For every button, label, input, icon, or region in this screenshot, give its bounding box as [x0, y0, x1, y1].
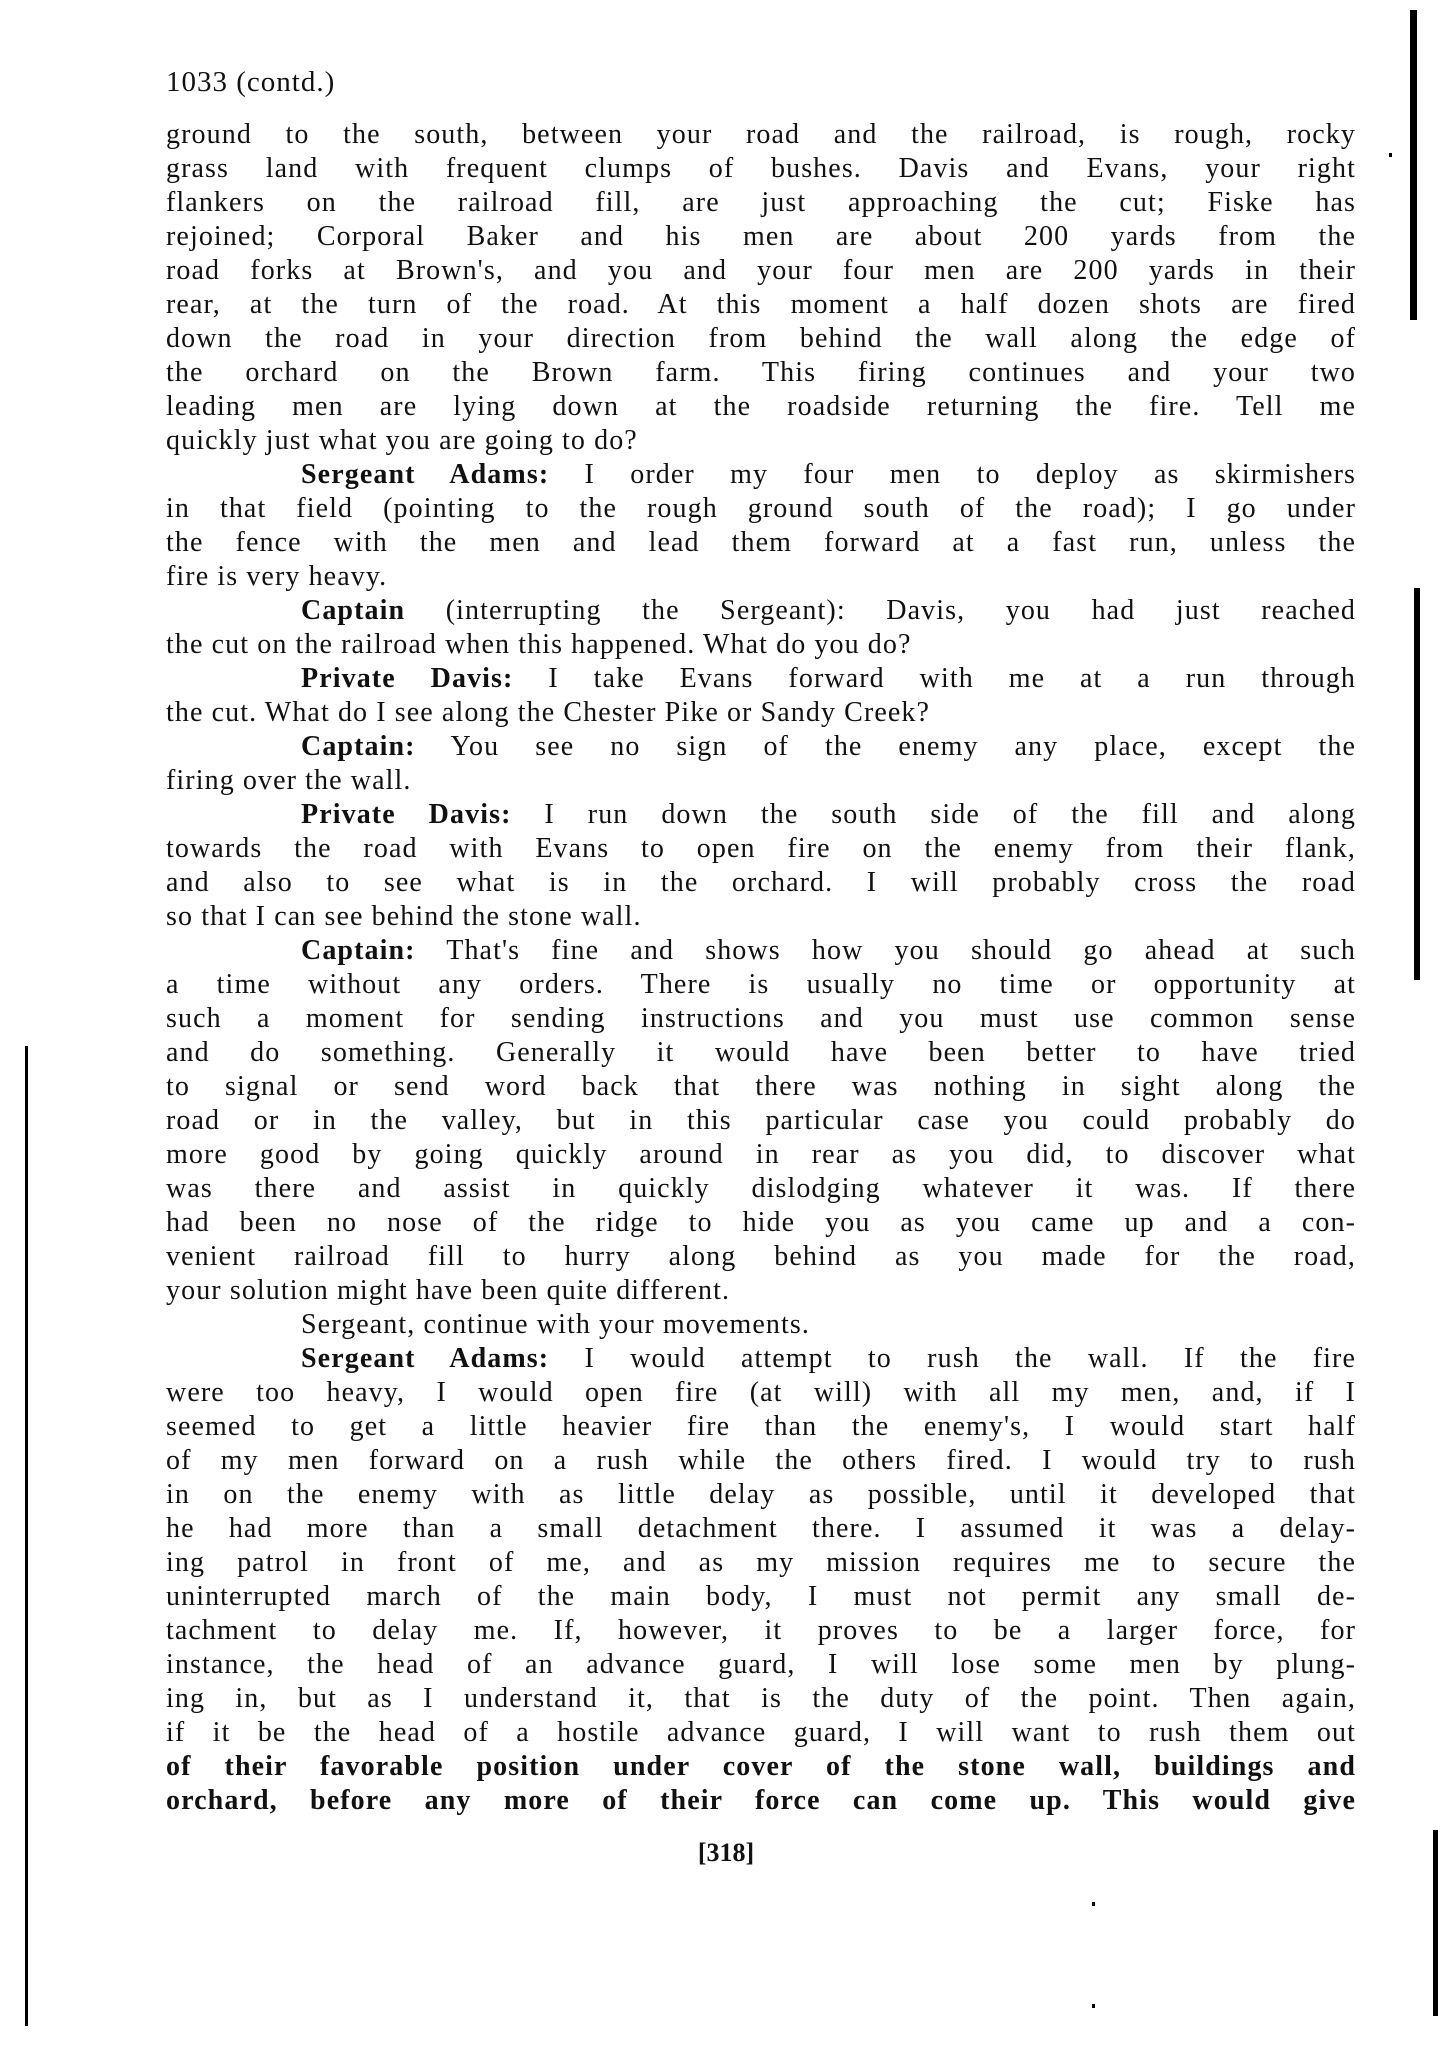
text-line: [166, 1682, 1356, 1716]
text-line: [166, 322, 1356, 356]
text-line: [166, 356, 1356, 390]
line-text: quickly just what you are going to do?: [166, 425, 638, 456]
speaker-label: Captain: [301, 595, 406, 626]
text-line: [166, 900, 1356, 934]
line-text: the cut. What do I see along the Chester Pike or Sandy Creek?: [166, 697, 931, 728]
line-text: (interrupting the Sergeant): Davis, you had just reached: [405, 595, 1356, 626]
text-line: [166, 560, 1356, 594]
line-text: uninterrupted march of the main body, I must not permit any small de-: [166, 1581, 1356, 1612]
speaker-label: Sergeant Adams:: [301, 459, 550, 490]
text-line: [166, 118, 1356, 152]
text-line: [166, 1240, 1356, 1274]
text-line: [166, 424, 1356, 458]
line-text: tachment to delay me. If, however, it proves to be a larger force, for: [166, 1615, 1356, 1646]
line-text: venient railroad fill to hurry along behind as you made for the road,: [166, 1241, 1356, 1272]
text-line: [166, 1478, 1356, 1512]
text-line: [301, 1342, 1356, 1376]
line-text: of their favorable position under cover of the stone wall, buildings and: [166, 1751, 1356, 1782]
text-line: [166, 628, 1356, 662]
line-text: I take Evans forward with me at a run through: [513, 663, 1357, 694]
line-text: road forks at Brown's, and you and your four men are 200 yards in their: [166, 255, 1356, 286]
scan-speck: [1092, 2004, 1095, 2008]
text-line: [166, 1546, 1356, 1580]
scan-speck: [1092, 1902, 1095, 1906]
line-text: so that I can see behind the stone wall.: [166, 901, 642, 932]
line-text: ground to the south, between your road and the railroad, is rough, rocky: [166, 119, 1356, 150]
text-line: [166, 1716, 1356, 1750]
page-number: [318]: [697, 1838, 755, 1867]
text-line: [166, 254, 1356, 288]
speaker-label: Sergeant Adams:: [301, 1343, 550, 1374]
line-text: a time without any orders. There is usually no time or opportunity at: [166, 969, 1356, 1000]
line-text: down the road in your direction from behind the wall along the edge of: [166, 323, 1356, 354]
text-line: [166, 968, 1356, 1002]
text-line: [166, 1002, 1356, 1036]
line-text: grass land with frequent clumps of bushes. Davis and Evans, your right: [166, 153, 1356, 184]
line-text: was there and assist in quickly dislodging whatever it was. If there: [166, 1173, 1356, 1204]
text-line: [301, 1308, 1356, 1342]
line-text: road or in the valley, but in this particular case you could probably do: [166, 1105, 1356, 1136]
line-text: orchard, before any more of their force can come up. This would give: [166, 1785, 1356, 1816]
scan-edge-mark: [1414, 588, 1420, 980]
line-text: more good by going quickly around in rear as you did, to discover what: [166, 1139, 1356, 1170]
line-text: rear, at the turn of the road. At this moment a half dozen shots are fired: [166, 289, 1356, 320]
scan-edge-mark: [25, 1046, 28, 2026]
text-line: [166, 1614, 1356, 1648]
text-line: [166, 390, 1356, 424]
text-line: [166, 1750, 1356, 1784]
line-text: were too heavy, I would open fire (at will) with all my men, and, if I: [166, 1377, 1356, 1408]
line-text: had been no nose of the ridge to hide you as you came up and a con-: [166, 1207, 1356, 1238]
text-line: [166, 832, 1356, 866]
line-text: fire is very heavy.: [166, 561, 388, 592]
line-text: I order my four men to deploy as skirmishers: [549, 459, 1356, 490]
text-line: [166, 866, 1356, 900]
line-text: the orchard on the Brown farm. This firing continues and your two: [166, 357, 1356, 388]
text-line: [166, 1580, 1356, 1614]
line-text: That's fine and shows how you should go ahead at such: [415, 935, 1356, 966]
line-text: seemed to get a little heavier fire than the enemy's, I would start half: [166, 1411, 1356, 1442]
text-line: [301, 798, 1356, 832]
line-text: the fence with the men and lead them forward at a fast run, unless the: [166, 527, 1356, 558]
line-text: Sergeant, continue with your movements.: [301, 1309, 810, 1340]
speaker-label: Private Davis:: [301, 799, 512, 830]
line-text: I would attempt to rush the wall. If the fire: [549, 1343, 1357, 1374]
text-line: [166, 764, 1356, 798]
text-line: [166, 492, 1356, 526]
text-line: [166, 288, 1356, 322]
text-line: [166, 1070, 1356, 1104]
speaker-label: Private Davis:: [301, 663, 514, 694]
line-text: such a moment for sending instructions and you must use common sense: [166, 1003, 1356, 1034]
text-line: [166, 1444, 1356, 1478]
line-text: ing in, but as I understand it, that is the duty of the point. Then again,: [166, 1683, 1356, 1714]
line-text: leading men are lying down at the roadside returning the fire. Tell me: [166, 391, 1356, 422]
line-text: if it be the head of a hostile advance guard, I will want to rush them out: [166, 1717, 1356, 1748]
text-line: [166, 186, 1356, 220]
text-line: [166, 1512, 1356, 1546]
text-line: [166, 1172, 1356, 1206]
line-text: to signal or send word back that there was nothing in sight along the: [166, 1071, 1356, 1102]
line-text: your solution might have been quite different.: [166, 1275, 731, 1306]
line-text: ing patrol in front of me, and as my mission requires me to secure the: [166, 1547, 1356, 1578]
speaker-label: Captain:: [301, 935, 416, 966]
scan-speck: [1389, 153, 1392, 157]
line-text: in that field (pointing to the rough ground south of the road); I go under: [166, 493, 1356, 524]
line-text: I run down the south side of the fill and along: [511, 799, 1357, 830]
text-line: [166, 152, 1356, 186]
line-text: he had more than a small detachment there. I assumed it was a delay-: [166, 1513, 1356, 1544]
text-line: [166, 1104, 1356, 1138]
line-text: and also to see what is in the orchard. I will probably cross the road: [166, 867, 1356, 898]
line-text: towards the road with Evans to open fire on the enemy from their flank,: [166, 833, 1356, 864]
text-line: [166, 1274, 1356, 1308]
text-line: [301, 458, 1356, 492]
scan-edge-mark: [1410, 10, 1417, 320]
line-text: flankers on the railroad fill, are just approaching the cut; Fiske has: [166, 187, 1356, 218]
text-line: [166, 1036, 1356, 1070]
text-line: [166, 526, 1356, 560]
text-line: [301, 730, 1356, 764]
text-line: [301, 934, 1356, 968]
text-line: [166, 1376, 1356, 1410]
section-header: 1033 (contd.): [166, 66, 336, 98]
line-text: rejoined; Corporal Baker and his men are about 200 yards from the: [166, 221, 1356, 252]
text-line: [301, 594, 1356, 628]
line-text: and do something. Generally it would have been better to have tried: [166, 1037, 1356, 1068]
line-text: the cut on the railroad when this happened. What do you do?: [166, 629, 912, 660]
text-line: [166, 1410, 1356, 1444]
line-text: of my men forward on a rush while the others fired. I would try to rush: [166, 1445, 1356, 1476]
text-line: [166, 1206, 1356, 1240]
text-line: [166, 1784, 1356, 1818]
line-text: instance, the head of an advance guard, I will lose some men by plung-: [166, 1649, 1356, 1680]
line-text: in on the enemy with as little delay as possible, until it developed that: [166, 1479, 1356, 1510]
text-line: [166, 1648, 1356, 1682]
text-line: [166, 220, 1356, 254]
text-line: [166, 1138, 1356, 1172]
speaker-label: Captain:: [301, 731, 416, 762]
line-text: firing over the wall.: [166, 765, 412, 796]
text-line: [301, 662, 1356, 696]
scan-edge-mark: [1433, 1830, 1438, 2016]
text-line: [166, 696, 1356, 730]
line-text: You see no sign of the enemy any place, except the: [415, 731, 1356, 762]
